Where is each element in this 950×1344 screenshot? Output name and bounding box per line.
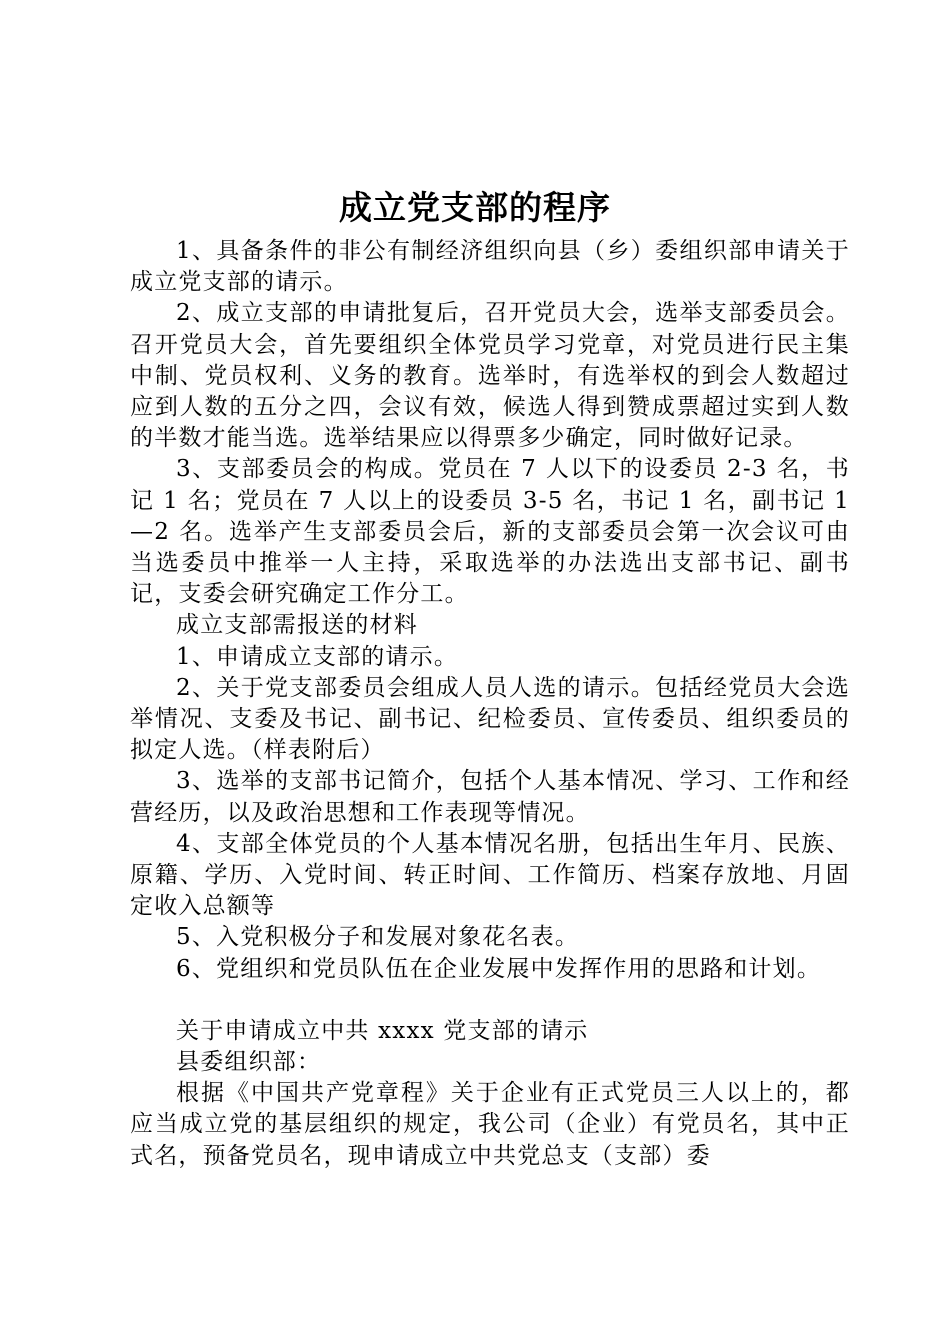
paragraph-material-2: 2、关于党支部委员会组成人员人选的请示。包括经党员大会选举情况、支委及书记、副书记、纪检委员、宣传委员、组织委员的拟定人选。（样表附后） (130, 674, 850, 764)
paragraph-request-title: 关于申请成立中共 xxxx 党支部的请示 (176, 1017, 589, 1044)
paragraph-step-2: 2、成立支部的申请批复后，召开党员大会，选举支部委员会。召开党员大会，首先要组织全体党员学习党章，对党员进行民主集中制、党员权利、义务的教育。选举时，有选举权的到会人数超过应到人数的五分之四，会议有效，候选人得到赞成票超过实到人数的半数才能当选。选举结果应以得票多少确定，同时做好记录。 (130, 300, 850, 452)
paragraph-material-6: 6、党组织和党员队伍在企业发展中发挥作用的思路和计划。 (176, 955, 822, 982)
paragraph-materials-heading: 成立支部需报送的材料 (176, 612, 418, 639)
paragraph-material-3: 3、选举的支部书记简介，包括个人基本情况、学习、工作和经营经历，以及政治思想和工作表现等情况。 (130, 768, 850, 826)
paragraph-material-4: 4、支部全体党员的个人基本情况名册，包括出生年月、民族、原籍、学历、入党时间、转正时间、工作简历、档案存放地、月固定收入总额等 (130, 830, 850, 920)
paragraph-material-5: 5、入党积极分子和发展对象花名表。 (176, 924, 580, 951)
document-body (130, 236, 850, 1172)
paragraph-material-1: 1、申请成立支部的请示。 (176, 643, 459, 670)
paragraph-step-3: 3、支部委员会的构成。党员在 7 人以下的设委员 2-3 名，书记 1 名；党员在 7 人以上的设委员 3-5 名，书记 1 名，副书记 1—2 名。选举产生支部委员会后，新的支部委员会第一次会议可由当选委员中推举一人主持，采取选举的办法选出支部书记、副书记，支委会研究确定工作分工。 (130, 456, 850, 608)
paragraph-step-1: 1、具备条件的非公有制经济组织向县（乡）委组织部申请关于成立党支部的请示。 (130, 238, 850, 296)
paragraph-request-body: 根据《中国共产党章程》关于企业有正式党员三人以上的，都应当成立党的基层组织的规定，我公司（企业）有党员名，其中正式名，预备党员名，现申请成立中共党总支（支部）委 (130, 1080, 850, 1169)
paragraph-addressee: 县委组织部： (176, 1049, 322, 1076)
document-title: 成立党支部的程序 (339, 188, 611, 227)
